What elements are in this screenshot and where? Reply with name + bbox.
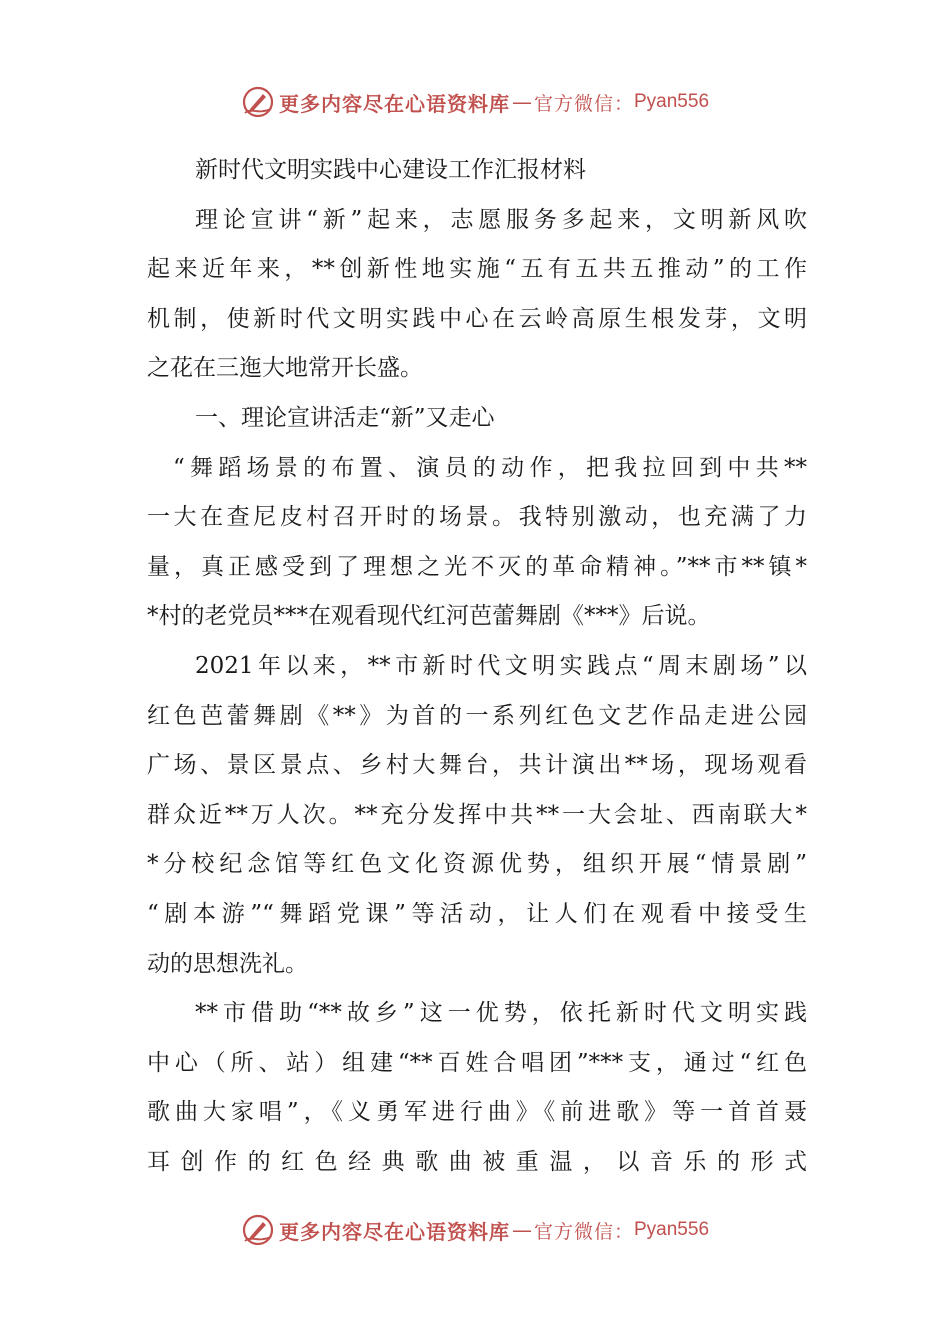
paragraph-line: 量，真正感受到了理想之光不灭的革命精神。”**市**镇* [147,553,807,580]
paragraph-line: 2021年以来，**市新时代文明实践点“周末剧场”以 [195,652,807,679]
pen-circle-icon [241,85,275,119]
paragraph-line: 群众近**万人次。**充分发挥中共**一大会址、西南联大* [147,801,807,828]
document-body [147,146,807,1187]
watermark-sub: 官方微信： [533,92,634,115]
watermark-separator: — [511,1218,532,1242]
paragraph-line: 起来近年来，**创新性地实施“五有五共五推动”的工作 [147,256,807,283]
section-heading: 一、理论宣讲活走“新”又走心 [195,404,495,431]
paragraph-line: 动的思想洗礼。 [147,950,308,977]
paragraph-line: *村的老党员***在观看现代红河芭蕾舞剧《***》后说。 [147,603,711,630]
paragraph-line: *分校纪念馆等红色文化资源优势，组织开展“情景剧” [147,851,807,878]
paragraph-line: 歌曲大家唱”，《义勇军进行曲》《前进歌》等一首首聂 [147,1099,807,1126]
watermark-sub: 官方微信： [533,1220,634,1243]
watermark-separator: — [511,90,532,114]
paragraph-line: 机制，使新时代文明实践中心在云岭高原生根发芽，文明 [147,305,807,332]
paragraph-line: “剧本游”“舞蹈党课”等活动，让人们在观看中接受生 [147,900,807,927]
watermark-id: Pyan556 [634,91,710,112]
watermark-brand: 更多内容尽在心语资料库 [278,91,510,116]
watermark-brand: 更多内容尽在心语资料库 [278,1219,510,1244]
footer-watermark [0,1210,950,1250]
paragraph-line: 耳创作的红色经典歌曲被重温，以音乐的形式 [147,1148,807,1175]
paragraph-line: **市借助“**故乡”这一优势，依托新时代文明实践 [195,1000,807,1027]
pen-circle-icon [241,1213,275,1247]
document-title: 新时代文明实践中心建设工作汇报材料 [195,157,586,183]
paragraph-line: 一大在查尼皮村召开时的场景。我特别激动，也充满了力 [147,504,807,531]
paragraph-line: 红色芭蕾舞剧《**》为首的一系列红色文艺作品走进公园 [147,702,807,729]
paragraph-line: 中心（所、站）组建“**百姓合唱团”***支，通过“红色 [147,1049,807,1076]
paragraph-line: “舞蹈场景的布置、演员的动作，把我拉回到中共** [173,454,807,481]
paragraph-line: 理论宣讲“新”起来，志愿服务多起来，文明新风吹 [195,206,807,233]
watermark-id: Pyan556 [634,1219,710,1240]
paragraph-line: 之花在三迤大地常开长盛。 [147,355,423,382]
paragraph-line: 广场、景区景点、乡村大舞台，共计演出**场，现场观看 [147,752,807,779]
header-watermark [0,82,950,122]
